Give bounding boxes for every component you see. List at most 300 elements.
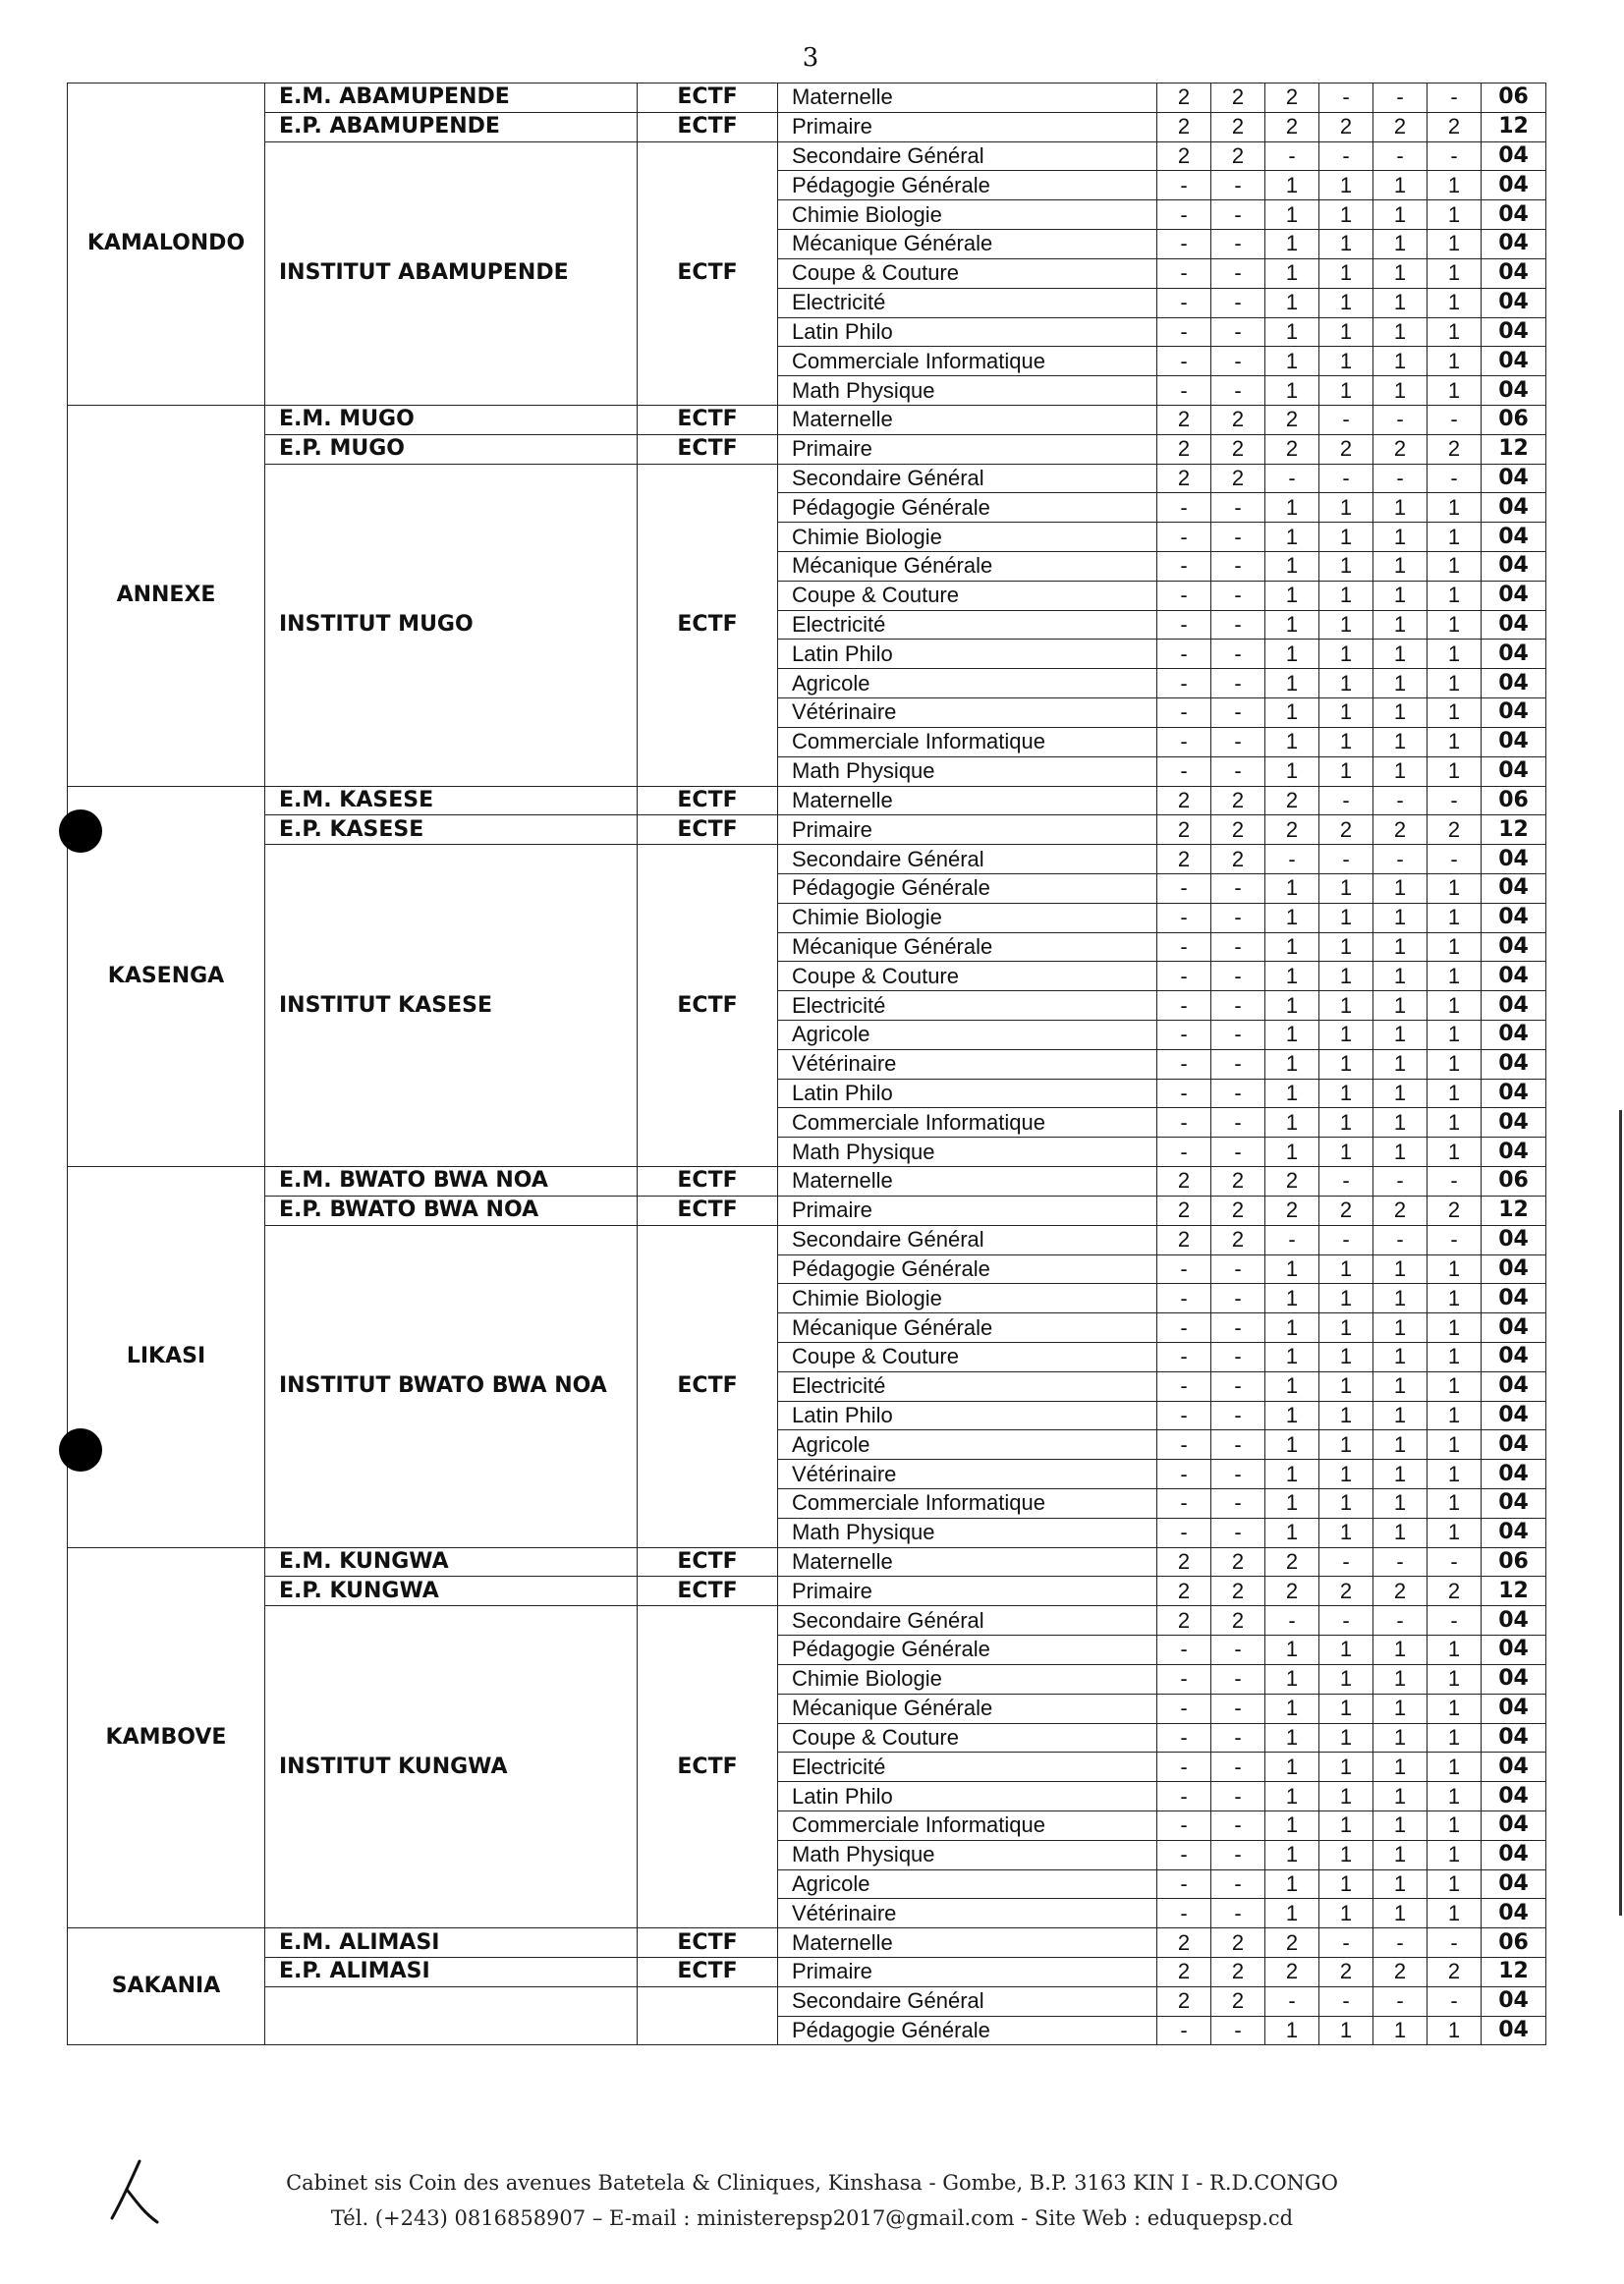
class-3-cell: 1 <box>1265 1810 1319 1840</box>
class-5-cell: 1 <box>1373 317 1428 347</box>
class-2-cell: - <box>1211 347 1265 376</box>
table-row <box>68 1958 1546 1987</box>
class-6-cell: 1 <box>1428 552 1482 582</box>
total-cell: 04 <box>1482 2016 1546 2045</box>
class-4-cell: 1 <box>1319 1254 1373 1284</box>
class-1-cell: 2 <box>1157 434 1211 464</box>
class-6-cell: - <box>1428 1606 1482 1636</box>
option-cell: Coupe & Couture <box>778 581 1157 610</box>
class-5-cell: 1 <box>1373 552 1428 582</box>
total-cell: 04 <box>1482 932 1546 962</box>
class-6-cell: 1 <box>1428 1694 1482 1723</box>
school-name-cell: E.P. ABAMUPENDE <box>265 112 638 141</box>
total-cell: 04 <box>1482 1079 1546 1108</box>
class-6-cell: 1 <box>1428 727 1482 756</box>
class-1-cell: 2 <box>1157 1167 1211 1197</box>
class-1-cell: - <box>1157 1342 1211 1371</box>
option-cell: Mécanique Générale <box>778 552 1157 582</box>
locality-cell: ANNEXE <box>68 405 265 786</box>
class-2-cell: 2 <box>1211 1196 1265 1225</box>
class-4-cell: 1 <box>1319 1108 1373 1138</box>
option-cell: Agricole <box>778 1021 1157 1050</box>
school-type-cell: ECTF <box>638 1167 778 1197</box>
option-cell: Coupe & Couture <box>778 1342 1157 1371</box>
option-cell: Maternelle <box>778 1167 1157 1197</box>
class-4-cell: - <box>1319 845 1373 874</box>
option-cell: Math Physique <box>778 756 1157 786</box>
school-type-cell: ECTF <box>638 464 778 786</box>
class-6-cell: 1 <box>1428 756 1482 786</box>
class-6-cell: 1 <box>1428 1108 1482 1138</box>
total-cell: 04 <box>1482 523 1546 552</box>
class-4-cell: 1 <box>1319 493 1373 523</box>
table-row <box>68 786 1546 815</box>
class-5-cell: 1 <box>1373 288 1428 317</box>
class-4-cell: 1 <box>1319 288 1373 317</box>
punch-hole-top <box>59 809 102 853</box>
class-6-cell: 1 <box>1428 1342 1482 1371</box>
class-1-cell: - <box>1157 1430 1211 1460</box>
page-number: 3 <box>802 43 819 73</box>
total-cell: 04 <box>1482 756 1546 786</box>
class-1-cell: - <box>1157 552 1211 582</box>
class-1-cell: - <box>1157 1284 1211 1313</box>
class-6-cell: 1 <box>1428 1284 1482 1313</box>
table-row <box>68 1196 1546 1225</box>
option-cell: Pédagogie Générale <box>778 493 1157 523</box>
class-2-cell: - <box>1211 1049 1265 1079</box>
class-2-cell: - <box>1211 1899 1265 1928</box>
total-cell: 04 <box>1482 1313 1546 1343</box>
class-2-cell: 2 <box>1211 786 1265 815</box>
class-1-cell: - <box>1157 1460 1211 1489</box>
class-6-cell: - <box>1428 1225 1482 1254</box>
class-1-cell: - <box>1157 200 1211 230</box>
class-4-cell: 1 <box>1319 1869 1373 1899</box>
class-4-cell: 1 <box>1319 1079 1373 1108</box>
class-2-cell: - <box>1211 1342 1265 1371</box>
class-1-cell: - <box>1157 1694 1211 1723</box>
class-2-cell: - <box>1211 523 1265 552</box>
class-5-cell: 1 <box>1373 698 1428 728</box>
total-cell: 04 <box>1482 171 1546 200</box>
class-3-cell: 1 <box>1265 727 1319 756</box>
class-6-cell: 1 <box>1428 669 1482 698</box>
class-3-cell: 1 <box>1265 1460 1319 1489</box>
class-1-cell: - <box>1157 1489 1211 1519</box>
class-2-cell: - <box>1211 669 1265 698</box>
total-cell: 04 <box>1482 1810 1546 1840</box>
class-3-cell: 2 <box>1265 786 1319 815</box>
class-6-cell: - <box>1428 1986 1482 2016</box>
class-6-cell: 1 <box>1428 903 1482 932</box>
school-type-cell: ECTF <box>638 1928 778 1958</box>
class-1-cell: - <box>1157 317 1211 347</box>
class-4-cell: - <box>1319 1547 1373 1577</box>
class-6-cell: 1 <box>1428 1899 1482 1928</box>
school-name-cell: E.M. KUNGWA <box>265 1547 638 1577</box>
schools-table <box>67 83 1546 2045</box>
class-2-cell: - <box>1211 376 1265 406</box>
class-3-cell: 1 <box>1265 1049 1319 1079</box>
class-3-cell: 1 <box>1265 376 1319 406</box>
class-6-cell: - <box>1428 1928 1482 1958</box>
class-5-cell: 1 <box>1373 1753 1428 1782</box>
class-1-cell: - <box>1157 581 1211 610</box>
class-5-cell: - <box>1373 1606 1428 1636</box>
class-3-cell: 2 <box>1265 1958 1319 1987</box>
class-4-cell: 1 <box>1319 640 1373 669</box>
class-1-cell: 2 <box>1157 112 1211 141</box>
class-5-cell: 1 <box>1373 962 1428 991</box>
class-1-cell: 2 <box>1157 1547 1211 1577</box>
class-4-cell: - <box>1319 84 1373 113</box>
class-2-cell: - <box>1211 1869 1265 1899</box>
class-5-cell: 1 <box>1373 610 1428 640</box>
class-5-cell: 1 <box>1373 171 1428 200</box>
class-1-cell: - <box>1157 1869 1211 1899</box>
class-6-cell: 1 <box>1428 962 1482 991</box>
class-5-cell: 2 <box>1373 1196 1428 1225</box>
table-row <box>68 1986 1546 2016</box>
class-4-cell: 1 <box>1319 1840 1373 1869</box>
class-5-cell: 1 <box>1373 1430 1428 1460</box>
total-cell: 04 <box>1482 581 1546 610</box>
class-1-cell: - <box>1157 991 1211 1021</box>
class-2-cell: - <box>1211 756 1265 786</box>
table-row <box>68 1577 1546 1606</box>
total-cell: 04 <box>1482 1430 1546 1460</box>
class-2-cell: - <box>1211 1021 1265 1050</box>
total-cell: 04 <box>1482 1284 1546 1313</box>
class-6-cell: - <box>1428 1547 1482 1577</box>
class-4-cell: 1 <box>1319 1138 1373 1167</box>
total-cell: 04 <box>1482 1782 1546 1811</box>
option-cell: Coupe & Couture <box>778 258 1157 288</box>
class-6-cell: 1 <box>1428 171 1482 200</box>
class-4-cell: 2 <box>1319 1196 1373 1225</box>
class-2-cell: - <box>1211 1460 1265 1489</box>
class-1-cell: - <box>1157 230 1211 259</box>
class-1-cell: 2 <box>1157 1606 1211 1636</box>
total-cell: 04 <box>1482 1636 1546 1665</box>
school-name-cell: INSTITUT KUNGWA <box>265 1606 638 1928</box>
class-5-cell: - <box>1373 84 1428 113</box>
table-row <box>68 815 1546 845</box>
total-cell: 04 <box>1482 1518 1546 1547</box>
class-5-cell: 1 <box>1373 1636 1428 1665</box>
class-3-cell: 1 <box>1265 1723 1319 1753</box>
class-1-cell: - <box>1157 1782 1211 1811</box>
option-cell: Vétérinaire <box>778 1460 1157 1489</box>
school-type-cell <box>638 1986 778 2045</box>
class-2-cell: - <box>1211 1782 1265 1811</box>
option-cell: Chimie Biologie <box>778 523 1157 552</box>
class-2-cell: 2 <box>1211 434 1265 464</box>
class-4-cell: 1 <box>1319 991 1373 1021</box>
class-3-cell: - <box>1265 845 1319 874</box>
class-4-cell: 1 <box>1319 376 1373 406</box>
class-5-cell: 1 <box>1373 258 1428 288</box>
class-6-cell: 2 <box>1428 1958 1482 1987</box>
class-2-cell: - <box>1211 1518 1265 1547</box>
class-6-cell: 1 <box>1428 1518 1482 1547</box>
option-cell: Primaire <box>778 1577 1157 1606</box>
school-name-cell: E.P. MUGO <box>265 434 638 464</box>
class-6-cell: 1 <box>1428 1430 1482 1460</box>
class-3-cell: 2 <box>1265 1196 1319 1225</box>
option-cell: Latin Philo <box>778 1782 1157 1811</box>
class-4-cell: 1 <box>1319 932 1373 962</box>
class-4-cell: - <box>1319 786 1373 815</box>
class-6-cell: 2 <box>1428 1577 1482 1606</box>
class-1-cell: - <box>1157 1518 1211 1547</box>
class-4-cell: 1 <box>1319 1021 1373 1050</box>
class-5-cell: 1 <box>1373 523 1428 552</box>
class-4-cell: 1 <box>1319 1810 1373 1840</box>
footer-contact: Tél. (+243) 0816858907 – E-mail : ministerepsp2017@gmail.com - Site Web : eduquepsp.cd <box>330 2206 1294 2230</box>
class-5-cell: 1 <box>1373 376 1428 406</box>
school-type-cell: ECTF <box>638 1577 778 1606</box>
option-cell: Secondaire Général <box>778 141 1157 171</box>
table-row <box>68 845 1546 874</box>
class-5-cell: 1 <box>1373 932 1428 962</box>
option-cell: Pédagogie Générale <box>778 171 1157 200</box>
total-cell: 12 <box>1482 1196 1546 1225</box>
class-4-cell: 1 <box>1319 1284 1373 1313</box>
total-cell: 12 <box>1482 112 1546 141</box>
option-cell: Math Physique <box>778 1840 1157 1869</box>
total-cell: 04 <box>1482 1869 1546 1899</box>
class-5-cell: - <box>1373 1225 1428 1254</box>
class-5-cell: - <box>1373 786 1428 815</box>
class-3-cell: 1 <box>1265 873 1319 903</box>
class-2-cell: - <box>1211 493 1265 523</box>
class-1-cell: 2 <box>1157 464 1211 493</box>
class-4-cell: 1 <box>1319 756 1373 786</box>
class-5-cell: 1 <box>1373 1460 1428 1489</box>
school-name-cell: E.P. BWATO BWA NOA <box>265 1196 638 1225</box>
total-cell: 12 <box>1482 434 1546 464</box>
class-3-cell: 1 <box>1265 1694 1319 1723</box>
class-6-cell: 1 <box>1428 1840 1482 1869</box>
class-2-cell: - <box>1211 1694 1265 1723</box>
class-6-cell: 1 <box>1428 347 1482 376</box>
total-cell: 06 <box>1482 84 1546 113</box>
class-4-cell: 1 <box>1319 727 1373 756</box>
total-cell: 04 <box>1482 1694 1546 1723</box>
school-name-cell: INSTITUT BWATO BWA NOA <box>265 1225 638 1547</box>
class-5-cell: 1 <box>1373 1021 1428 1050</box>
class-2-cell: - <box>1211 991 1265 1021</box>
class-2-cell: - <box>1211 1664 1265 1694</box>
class-4-cell: 1 <box>1319 669 1373 698</box>
class-4-cell: 1 <box>1319 347 1373 376</box>
class-1-cell: 2 <box>1157 786 1211 815</box>
class-2-cell: - <box>1211 903 1265 932</box>
class-2-cell: 2 <box>1211 1167 1265 1197</box>
option-cell: Maternelle <box>778 1928 1157 1958</box>
class-3-cell: 1 <box>1265 523 1319 552</box>
total-cell: 04 <box>1482 640 1546 669</box>
class-5-cell: - <box>1373 1986 1428 2016</box>
class-5-cell: 1 <box>1373 200 1428 230</box>
class-4-cell: 1 <box>1319 523 1373 552</box>
class-6-cell: 1 <box>1428 1869 1482 1899</box>
option-cell: Mécanique Générale <box>778 1313 1157 1343</box>
class-4-cell: 2 <box>1319 112 1373 141</box>
class-4-cell: 1 <box>1319 2016 1373 2045</box>
class-5-cell: 1 <box>1373 1079 1428 1108</box>
total-cell: 06 <box>1482 405 1546 434</box>
class-2-cell: - <box>1211 1810 1265 1840</box>
option-cell: Mécanique Générale <box>778 230 1157 259</box>
class-6-cell: - <box>1428 141 1482 171</box>
class-3-cell: 1 <box>1265 1138 1319 1167</box>
class-1-cell: - <box>1157 1108 1211 1138</box>
table-row <box>68 1547 1546 1577</box>
class-3-cell: 2 <box>1265 1167 1319 1197</box>
class-6-cell: 1 <box>1428 991 1482 1021</box>
option-cell: Latin Philo <box>778 640 1157 669</box>
school-name-cell: E.M. ABAMUPENDE <box>265 84 638 113</box>
class-6-cell: 1 <box>1428 1753 1482 1782</box>
class-4-cell: 1 <box>1319 1518 1373 1547</box>
class-2-cell: - <box>1211 1840 1265 1869</box>
total-cell: 04 <box>1482 610 1546 640</box>
class-4-cell: 1 <box>1319 1753 1373 1782</box>
class-2-cell: 2 <box>1211 405 1265 434</box>
class-3-cell: - <box>1265 1986 1319 2016</box>
class-1-cell: 2 <box>1157 815 1211 845</box>
class-1-cell: 2 <box>1157 1958 1211 1987</box>
class-1-cell: - <box>1157 932 1211 962</box>
class-1-cell: - <box>1157 1723 1211 1753</box>
class-3-cell: 2 <box>1265 405 1319 434</box>
locality-cell: SAKANIA <box>68 1928 265 2045</box>
class-5-cell: 1 <box>1373 581 1428 610</box>
class-1-cell: 2 <box>1157 405 1211 434</box>
class-4-cell: - <box>1319 1225 1373 1254</box>
class-4-cell: 1 <box>1319 1664 1373 1694</box>
class-4-cell: 1 <box>1319 1342 1373 1371</box>
class-5-cell: 1 <box>1373 1869 1428 1899</box>
class-3-cell: 1 <box>1265 1342 1319 1371</box>
class-2-cell: - <box>1211 1313 1265 1343</box>
class-6-cell: 1 <box>1428 1371 1482 1401</box>
class-2-cell: - <box>1211 1723 1265 1753</box>
class-2-cell: 2 <box>1211 464 1265 493</box>
class-4-cell: 1 <box>1319 1899 1373 1928</box>
option-cell: Commerciale Informatique <box>778 347 1157 376</box>
class-5-cell: 1 <box>1373 1694 1428 1723</box>
class-3-cell: 1 <box>1265 1840 1319 1869</box>
class-6-cell: 1 <box>1428 1782 1482 1811</box>
option-cell: Primaire <box>778 815 1157 845</box>
class-2-cell: 2 <box>1211 112 1265 141</box>
class-4-cell: - <box>1319 1986 1373 2016</box>
class-3-cell: 1 <box>1265 1753 1319 1782</box>
class-4-cell: 1 <box>1319 1430 1373 1460</box>
class-6-cell: 1 <box>1428 230 1482 259</box>
total-cell: 04 <box>1482 288 1546 317</box>
total-cell: 04 <box>1482 317 1546 347</box>
class-1-cell: - <box>1157 347 1211 376</box>
class-2-cell: 2 <box>1211 141 1265 171</box>
class-1-cell: - <box>1157 493 1211 523</box>
class-6-cell: - <box>1428 845 1482 874</box>
option-cell: Chimie Biologie <box>778 200 1157 230</box>
class-4-cell: 1 <box>1319 903 1373 932</box>
class-6-cell: 1 <box>1428 1138 1482 1167</box>
class-3-cell: 1 <box>1265 552 1319 582</box>
school-type-cell: ECTF <box>638 112 778 141</box>
class-2-cell: - <box>1211 610 1265 640</box>
class-3-cell: 2 <box>1265 84 1319 113</box>
class-4-cell: 1 <box>1319 1371 1373 1401</box>
option-cell: Electricité <box>778 610 1157 640</box>
total-cell: 06 <box>1482 1547 1546 1577</box>
option-cell: Math Physique <box>778 1138 1157 1167</box>
class-6-cell: 2 <box>1428 815 1482 845</box>
class-1-cell: - <box>1157 1840 1211 1869</box>
class-5-cell: 1 <box>1373 1049 1428 1079</box>
class-2-cell: 2 <box>1211 1225 1265 1254</box>
table-row <box>68 84 1546 113</box>
total-cell: 06 <box>1482 786 1546 815</box>
class-2-cell: - <box>1211 581 1265 610</box>
school-type-cell: ECTF <box>638 84 778 113</box>
class-5-cell: 1 <box>1373 1840 1428 1869</box>
option-cell: Commerciale Informatique <box>778 1810 1157 1840</box>
class-3-cell: 1 <box>1265 756 1319 786</box>
class-5-cell: - <box>1373 1928 1428 1958</box>
class-1-cell: - <box>1157 1021 1211 1050</box>
class-1-cell: 2 <box>1157 84 1211 113</box>
school-name-cell: E.M. BWATO BWA NOA <box>265 1167 638 1197</box>
school-type-cell: ECTF <box>638 434 778 464</box>
option-cell: Secondaire Général <box>778 464 1157 493</box>
class-6-cell: 1 <box>1428 288 1482 317</box>
class-2-cell: 2 <box>1211 1928 1265 1958</box>
class-5-cell: 1 <box>1373 991 1428 1021</box>
class-4-cell: - <box>1319 141 1373 171</box>
total-cell: 04 <box>1482 376 1546 406</box>
class-1-cell: - <box>1157 376 1211 406</box>
class-1-cell: - <box>1157 1753 1211 1782</box>
option-cell: Pédagogie Générale <box>778 873 1157 903</box>
class-6-cell: 1 <box>1428 523 1482 552</box>
class-5-cell: - <box>1373 464 1428 493</box>
class-5-cell: 1 <box>1373 903 1428 932</box>
total-cell: 04 <box>1482 1342 1546 1371</box>
option-cell: Mécanique Générale <box>778 1694 1157 1723</box>
class-2-cell: - <box>1211 932 1265 962</box>
option-cell: Chimie Biologie <box>778 903 1157 932</box>
option-cell: Electricité <box>778 991 1157 1021</box>
class-5-cell: - <box>1373 1547 1428 1577</box>
total-cell: 06 <box>1482 1928 1546 1958</box>
class-3-cell: 1 <box>1265 1284 1319 1313</box>
locality-cell: LIKASI <box>68 1167 265 1548</box>
class-1-cell: 2 <box>1157 1577 1211 1606</box>
class-5-cell: - <box>1373 1167 1428 1197</box>
class-4-cell: 1 <box>1319 317 1373 347</box>
class-6-cell: 1 <box>1428 258 1482 288</box>
class-1-cell: 2 <box>1157 1225 1211 1254</box>
total-cell: 04 <box>1482 1401 1546 1430</box>
option-cell: Maternelle <box>778 786 1157 815</box>
